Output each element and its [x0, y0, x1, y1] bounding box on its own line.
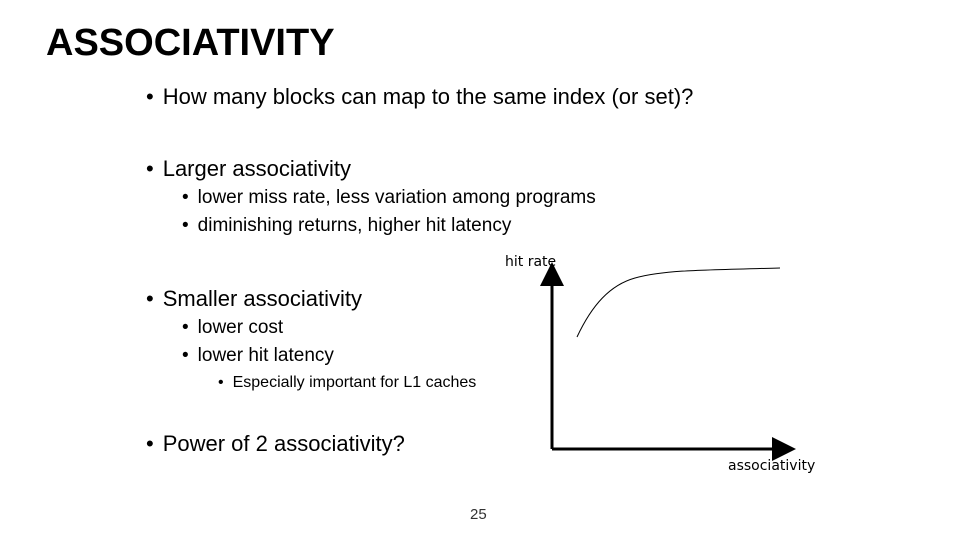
bullet-dot-icon: •: [182, 187, 189, 208]
bullet-dot-icon: •: [146, 286, 154, 311]
bullet-text: Smaller associativity: [162, 286, 362, 311]
slide-title: ASSOCIATIVITY: [46, 22, 335, 64]
y-axis-label: hit rate: [505, 254, 557, 270]
bullet-text: lower miss rate, less variation among programs: [197, 187, 596, 208]
x-axis-label: associativity: [728, 458, 816, 474]
bullet-dot-icon: •: [146, 431, 154, 456]
bullet-dot-icon: •: [182, 345, 189, 366]
bullet-dot-icon: •: [182, 317, 189, 338]
bullet-dot-icon: •: [146, 84, 154, 109]
bullet-text: lower cost: [197, 317, 284, 338]
bullet-text: lower hit latency: [197, 345, 334, 366]
bullet-text: Larger associativity: [162, 156, 352, 181]
page-number: 25: [470, 506, 487, 523]
bullet-dot-icon: •: [146, 156, 154, 181]
bullet-dot-icon: •: [182, 215, 189, 236]
bullet-text: diminishing returns, higher hit latency: [197, 215, 512, 236]
bullet-dot-icon: •: [218, 374, 224, 391]
bullet-text: Power of 2 associativity?: [162, 431, 405, 456]
bullet-text: How many blocks can map to the same index (or set)?: [162, 84, 694, 109]
hit-rate-curve: [577, 268, 780, 337]
bullet-text: Especially important for L1 caches: [232, 374, 477, 391]
